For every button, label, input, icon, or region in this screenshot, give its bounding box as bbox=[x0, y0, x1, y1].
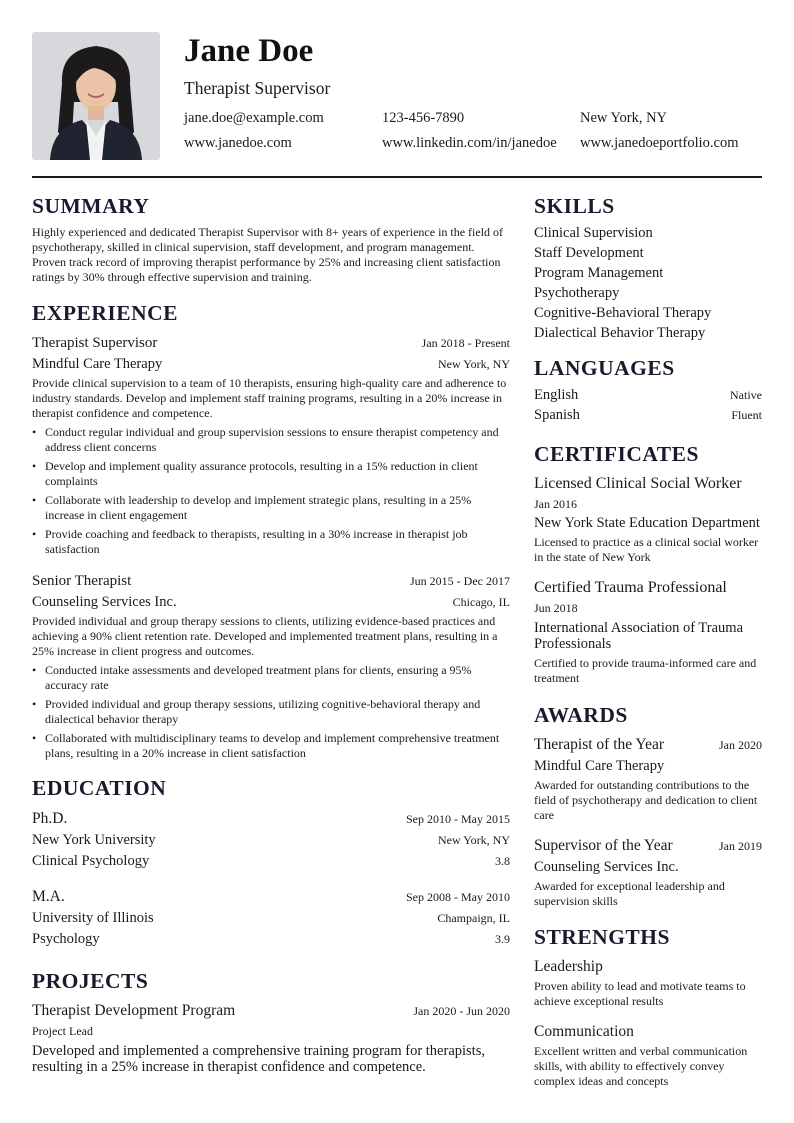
main-column bbox=[32, 193, 510, 1075]
section-heading: EXPERIENCE bbox=[32, 301, 178, 325]
award-name: Supervisor of the Year bbox=[534, 837, 673, 854]
section-heading: AWARDS bbox=[534, 703, 628, 727]
section-heading: LANGUAGES bbox=[534, 356, 675, 380]
edu-school: New York University bbox=[32, 832, 156, 848]
list-item: • Develop and implement quality assurance protocols, resulting in a 15% reduction in client complaints bbox=[32, 459, 510, 489]
side-column bbox=[534, 193, 762, 1089]
language-name: English bbox=[534, 387, 579, 403]
job-dates: Jun 2015 - Dec 2017 bbox=[410, 574, 510, 588]
candidate-title: Therapist Supervisor bbox=[184, 78, 331, 98]
section-heading: STRENGTHS bbox=[534, 925, 670, 949]
project-dates: Jan 2020 - Jun 2020 bbox=[413, 1004, 510, 1018]
job-bullets bbox=[32, 663, 510, 761]
list-item: • Provide coaching and feedback to therapists, resulting in a 30% increase in therapist job satisfaction bbox=[32, 527, 510, 557]
phone-number: 123-456-7890 bbox=[382, 110, 465, 126]
job-description: Provided individual and group therapy sessions to clients, utilizing evidence-based practices and achieving a 90% client retention rate. Developed and implemented treatment plans, resulting in a 25% increase in client progress and outcomes. bbox=[32, 614, 498, 658]
certificate-description: Licensed to practice as a clinical social worker in the state of New York bbox=[534, 535, 759, 564]
portfolio-link[interactable]: www.janedoeportfolio.com bbox=[580, 135, 739, 151]
list-item: • Collaborate with leadership to develop and implement strategic plans, resulting in a 25% increase in client engagement bbox=[32, 493, 510, 523]
job-role: Senior Therapist bbox=[32, 573, 132, 589]
strength-name: Leadership bbox=[534, 958, 603, 975]
edu-gpa: 3.9 bbox=[495, 932, 510, 946]
skills-section bbox=[534, 193, 762, 343]
certificate-name: Certified Trauma Professional bbox=[534, 579, 727, 596]
award-description: Awarded for outstanding contributions to the field of psychotherapy and dedication to client care bbox=[534, 778, 758, 822]
strength-description: Proven ability to lead and motivate teams to achieve exceptional results bbox=[534, 979, 746, 1008]
header-divider bbox=[32, 176, 762, 178]
language-level: Native bbox=[730, 388, 762, 402]
certificate-date: Jun 2018 bbox=[534, 601, 578, 615]
list-item: • Conducted intake assessments and developed treatment plans for clients, ensuring a 95% accuracy rate bbox=[32, 663, 510, 693]
award-description: Awarded for exceptional leadership and supervision skills bbox=[534, 879, 725, 908]
strength-item bbox=[534, 1021, 762, 1089]
job-bullets bbox=[32, 425, 510, 557]
languages-section bbox=[534, 355, 762, 425]
skill-item: Cognitive-Behavioral Therapy bbox=[534, 305, 712, 321]
strength-description: Excellent written and verbal communication skills, with ability to effectively convey complex ideas and concepts bbox=[534, 1044, 748, 1088]
skill-item: Dialectical Behavior Therapy bbox=[534, 325, 706, 341]
award-item bbox=[534, 835, 762, 909]
edu-dates: Sep 2008 - May 2010 bbox=[406, 890, 510, 904]
job-company: Mindful Care Therapy bbox=[32, 356, 163, 372]
project-role: Project Lead bbox=[32, 1024, 93, 1038]
edu-field: Clinical Psychology bbox=[32, 853, 150, 869]
linkedin-link[interactable]: www.linkedin.com/in/janedoe bbox=[382, 135, 557, 151]
language-name: Spanish bbox=[534, 407, 580, 423]
strength-item bbox=[534, 956, 762, 1009]
email-link[interactable]: jane.doe@example.com bbox=[184, 110, 324, 126]
edu-field: Psychology bbox=[32, 931, 100, 947]
location-text: New York, NY bbox=[580, 110, 668, 126]
awards-section bbox=[534, 702, 762, 909]
website-link[interactable]: www.janedoe.com bbox=[184, 135, 292, 151]
experience-section bbox=[32, 300, 510, 761]
award-issuer: Counseling Services Inc. bbox=[534, 859, 679, 875]
award-date: Jan 2019 bbox=[719, 839, 762, 853]
list-item: • Collaborated with multidisciplinary teams to develop and implement comprehensive treatment plans, resulting in a 20% increase in client satisfaction bbox=[32, 731, 510, 761]
certificate-issuer: New York State Education Department bbox=[534, 515, 760, 531]
certificate-description: Certified to provide trauma-informed care and treatment bbox=[534, 656, 757, 685]
skill-item: Psychotherapy bbox=[534, 285, 620, 301]
section-heading: PROJECTS bbox=[32, 969, 149, 993]
education-item bbox=[32, 808, 510, 872]
edu-location: Champaign, IL bbox=[437, 911, 510, 925]
section-heading: SUMMARY bbox=[32, 194, 150, 218]
edu-school: University of Illinois bbox=[32, 910, 154, 926]
strengths-section bbox=[534, 924, 762, 1089]
experience-item bbox=[32, 333, 510, 557]
certificate-item bbox=[534, 473, 762, 565]
summary-text: Highly experienced and dedicated Therapist Supervisor with 8+ years of experience in the field of psychotherapy, skilled in clinical supervision, staff development, and program management. Proven track record of improving therapist performance by 25% and increasing client satisfaction ratings by 30% through effective supervision and training. bbox=[32, 225, 504, 284]
edu-location: New York, NY bbox=[437, 833, 510, 847]
skill-item: Clinical Supervision bbox=[534, 225, 653, 241]
education-section bbox=[32, 775, 510, 950]
certificate-date: Jan 2016 bbox=[534, 497, 577, 511]
edu-gpa: 3.8 bbox=[495, 854, 510, 868]
edu-dates: Sep 2010 - May 2015 bbox=[406, 812, 510, 826]
job-location: New York, NY bbox=[437, 357, 510, 371]
section-heading: EDUCATION bbox=[32, 776, 167, 800]
award-issuer: Mindful Care Therapy bbox=[534, 758, 665, 774]
edu-degree: Ph.D. bbox=[32, 810, 68, 827]
award-item bbox=[534, 734, 762, 823]
job-location: Chicago, IL bbox=[452, 595, 510, 609]
section-heading: SKILLS bbox=[534, 194, 615, 218]
contact-info bbox=[184, 108, 762, 154]
education-item bbox=[32, 886, 510, 950]
certificate-item bbox=[534, 577, 762, 686]
job-company: Counseling Services Inc. bbox=[32, 594, 177, 610]
job-dates: Jan 2018 - Present bbox=[421, 336, 510, 350]
job-role: Therapist Supervisor bbox=[32, 335, 158, 351]
certificates-section bbox=[534, 441, 762, 686]
candidate-name: Jane Doe bbox=[184, 33, 314, 69]
summary-section bbox=[32, 193, 510, 285]
project-item bbox=[32, 1000, 510, 1075]
strength-name: Communication bbox=[534, 1023, 634, 1040]
certificate-name: Licensed Clinical Social Worker bbox=[534, 475, 742, 492]
edu-degree: M.A. bbox=[32, 888, 65, 905]
job-description: Provide clinical supervision to a team of 10 therapists, ensuring high-quality care and adherence to industry standards. Develop and implement staff training programs, resulting in a 20% increase in therapist confidence and competence. bbox=[32, 376, 507, 420]
award-name: Therapist of the Year bbox=[534, 736, 664, 753]
experience-item bbox=[32, 571, 510, 761]
project-name: Therapist Development Program bbox=[32, 1002, 236, 1019]
certificate-issuer: International Association of Trauma Professionals bbox=[534, 620, 744, 652]
project-description: Developed and implemented a comprehensive training program for therapists, resulting in a 25% increase in therapist confidence and competence. bbox=[32, 1043, 485, 1075]
award-date: Jan 2020 bbox=[719, 738, 762, 752]
section-heading: CERTIFICATES bbox=[534, 442, 699, 466]
profile-photo-icon bbox=[32, 32, 160, 160]
skill-item: Staff Development bbox=[534, 245, 644, 261]
list-item: • Conduct regular individual and group supervision sessions to ensure therapist competency and address client concerns bbox=[32, 425, 510, 455]
skill-item: Program Management bbox=[534, 265, 664, 281]
list-item: • Provided individual and group therapy sessions, utilizing cognitive-behavioral therapy and dialectical behavior therapy bbox=[32, 697, 510, 727]
language-level: Fluent bbox=[731, 408, 762, 422]
projects-section bbox=[32, 968, 510, 1075]
resume-header bbox=[32, 32, 762, 160]
profile-photo bbox=[32, 32, 160, 160]
